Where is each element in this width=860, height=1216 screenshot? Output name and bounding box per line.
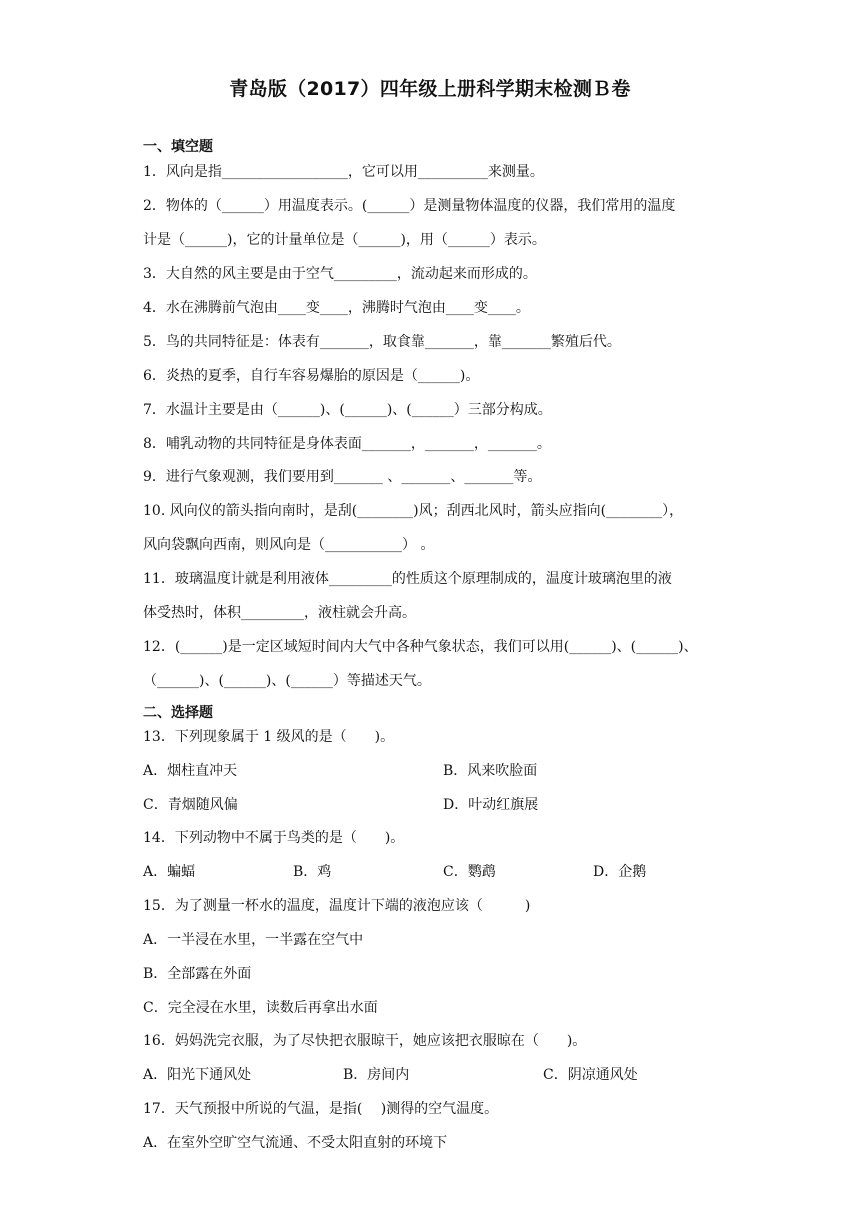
question-line: 5．鸟的共同特征是：体表有_______，取食靠_______，靠_______繁殖后代。	[143, 334, 621, 350]
option-a: A．烟柱直冲天	[143, 763, 238, 779]
page-title: 青岛版（2017）四年级上册科学期末检测Ｂ卷	[229, 78, 631, 100]
question-stem: 14．下列动物中不属于鸟类的是（ )。	[143, 830, 405, 846]
question-line: 6．炎热的夏季，自行车容易爆胎的原因是（______)。	[143, 368, 480, 384]
option-a: A．一半浸在水里，一半露在空气中	[143, 932, 364, 948]
option-d: D．企鹅	[593, 864, 647, 880]
option-a: A．阳光下通风处	[143, 1067, 252, 1083]
question-stem: 16．妈妈洗完衣服，为了尽快把衣服晾干，她应该把衣服晾在（ )。	[143, 1033, 587, 1049]
question-line: 8．哺乳动物的共同特征是身体表面_______，_______，_______。	[143, 436, 551, 452]
option-c: C．阴凉通风处	[543, 1067, 638, 1083]
question-line: 9．进行气象观测，我们要用到_______ 、_______、_______等。	[143, 469, 542, 485]
question-line: （______)、(______)、(______）等描述天气。	[143, 673, 431, 689]
option-c: C．鹦鹉	[443, 864, 496, 880]
option-b: B．风来吹脸面	[443, 763, 538, 779]
question-stem: 17．天气预报中所说的气温，是指( )测得的空气温度。	[143, 1101, 499, 1117]
question-line: 10. 风向仪的箭头指向南时，是刮(________)风；刮西北风时，箭头应指向(________），	[143, 503, 684, 519]
option-c: C．完全浸在水里，读数后再拿出水面	[143, 1000, 378, 1016]
option-b: B．房间内	[343, 1067, 410, 1083]
section-heading-choice: 二、选择题	[143, 705, 213, 721]
option-a: A．蝙蝠	[143, 864, 196, 880]
option-a: A．在室外空旷空气流通、不受太阳直射的环境下	[143, 1135, 448, 1151]
option-b: B．鸡	[293, 864, 332, 880]
question-line: 1．风向是指__________________，它可以用__________来测量。	[143, 164, 544, 180]
question-line: 7．水温计主要是由（______)、(______)、(______）三部分构成。	[143, 402, 552, 418]
question-line: 2．物体的（______）用温度表示。(______）是测量物体温度的仪器，我们常用的温度	[143, 198, 676, 214]
question-line: 12．(______)是一定区域短时间内大气中各种气象状态，我们可以用(______)、(______)、	[143, 639, 698, 655]
section-heading-fill-in: 一、填空题	[143, 139, 213, 155]
question-line: 体受热时，体积_________，液柱就会升高。	[143, 605, 416, 621]
question-stem: 13．下列现象属于 1 级风的是（ )。	[143, 729, 395, 745]
option-d: D．叶动红旗展	[443, 797, 539, 813]
question-line: 计是（______)，它的计量单位是（______)，用（______）表示。	[143, 232, 546, 248]
question-line: 3．大自然的风主要是由于空气_________，流动起来而形成的。	[143, 266, 537, 282]
question-line: 11．玻璃温度计就是利用液体_________的性质这个原理制成的，温度计玻璃泡里的液	[143, 571, 672, 587]
question-line: 风向袋飘向西南，则风向是（___________） 。	[143, 537, 435, 553]
option-b: B．全部露在外面	[143, 966, 252, 982]
question-line: 4．水在沸腾前气泡由____变____，沸腾时气泡由____变____。	[143, 300, 530, 316]
option-c: C．青烟随风偏	[143, 797, 238, 813]
question-stem: 15．为了测量一杯水的温度，温度计下端的液泡应该（ )	[143, 898, 531, 914]
